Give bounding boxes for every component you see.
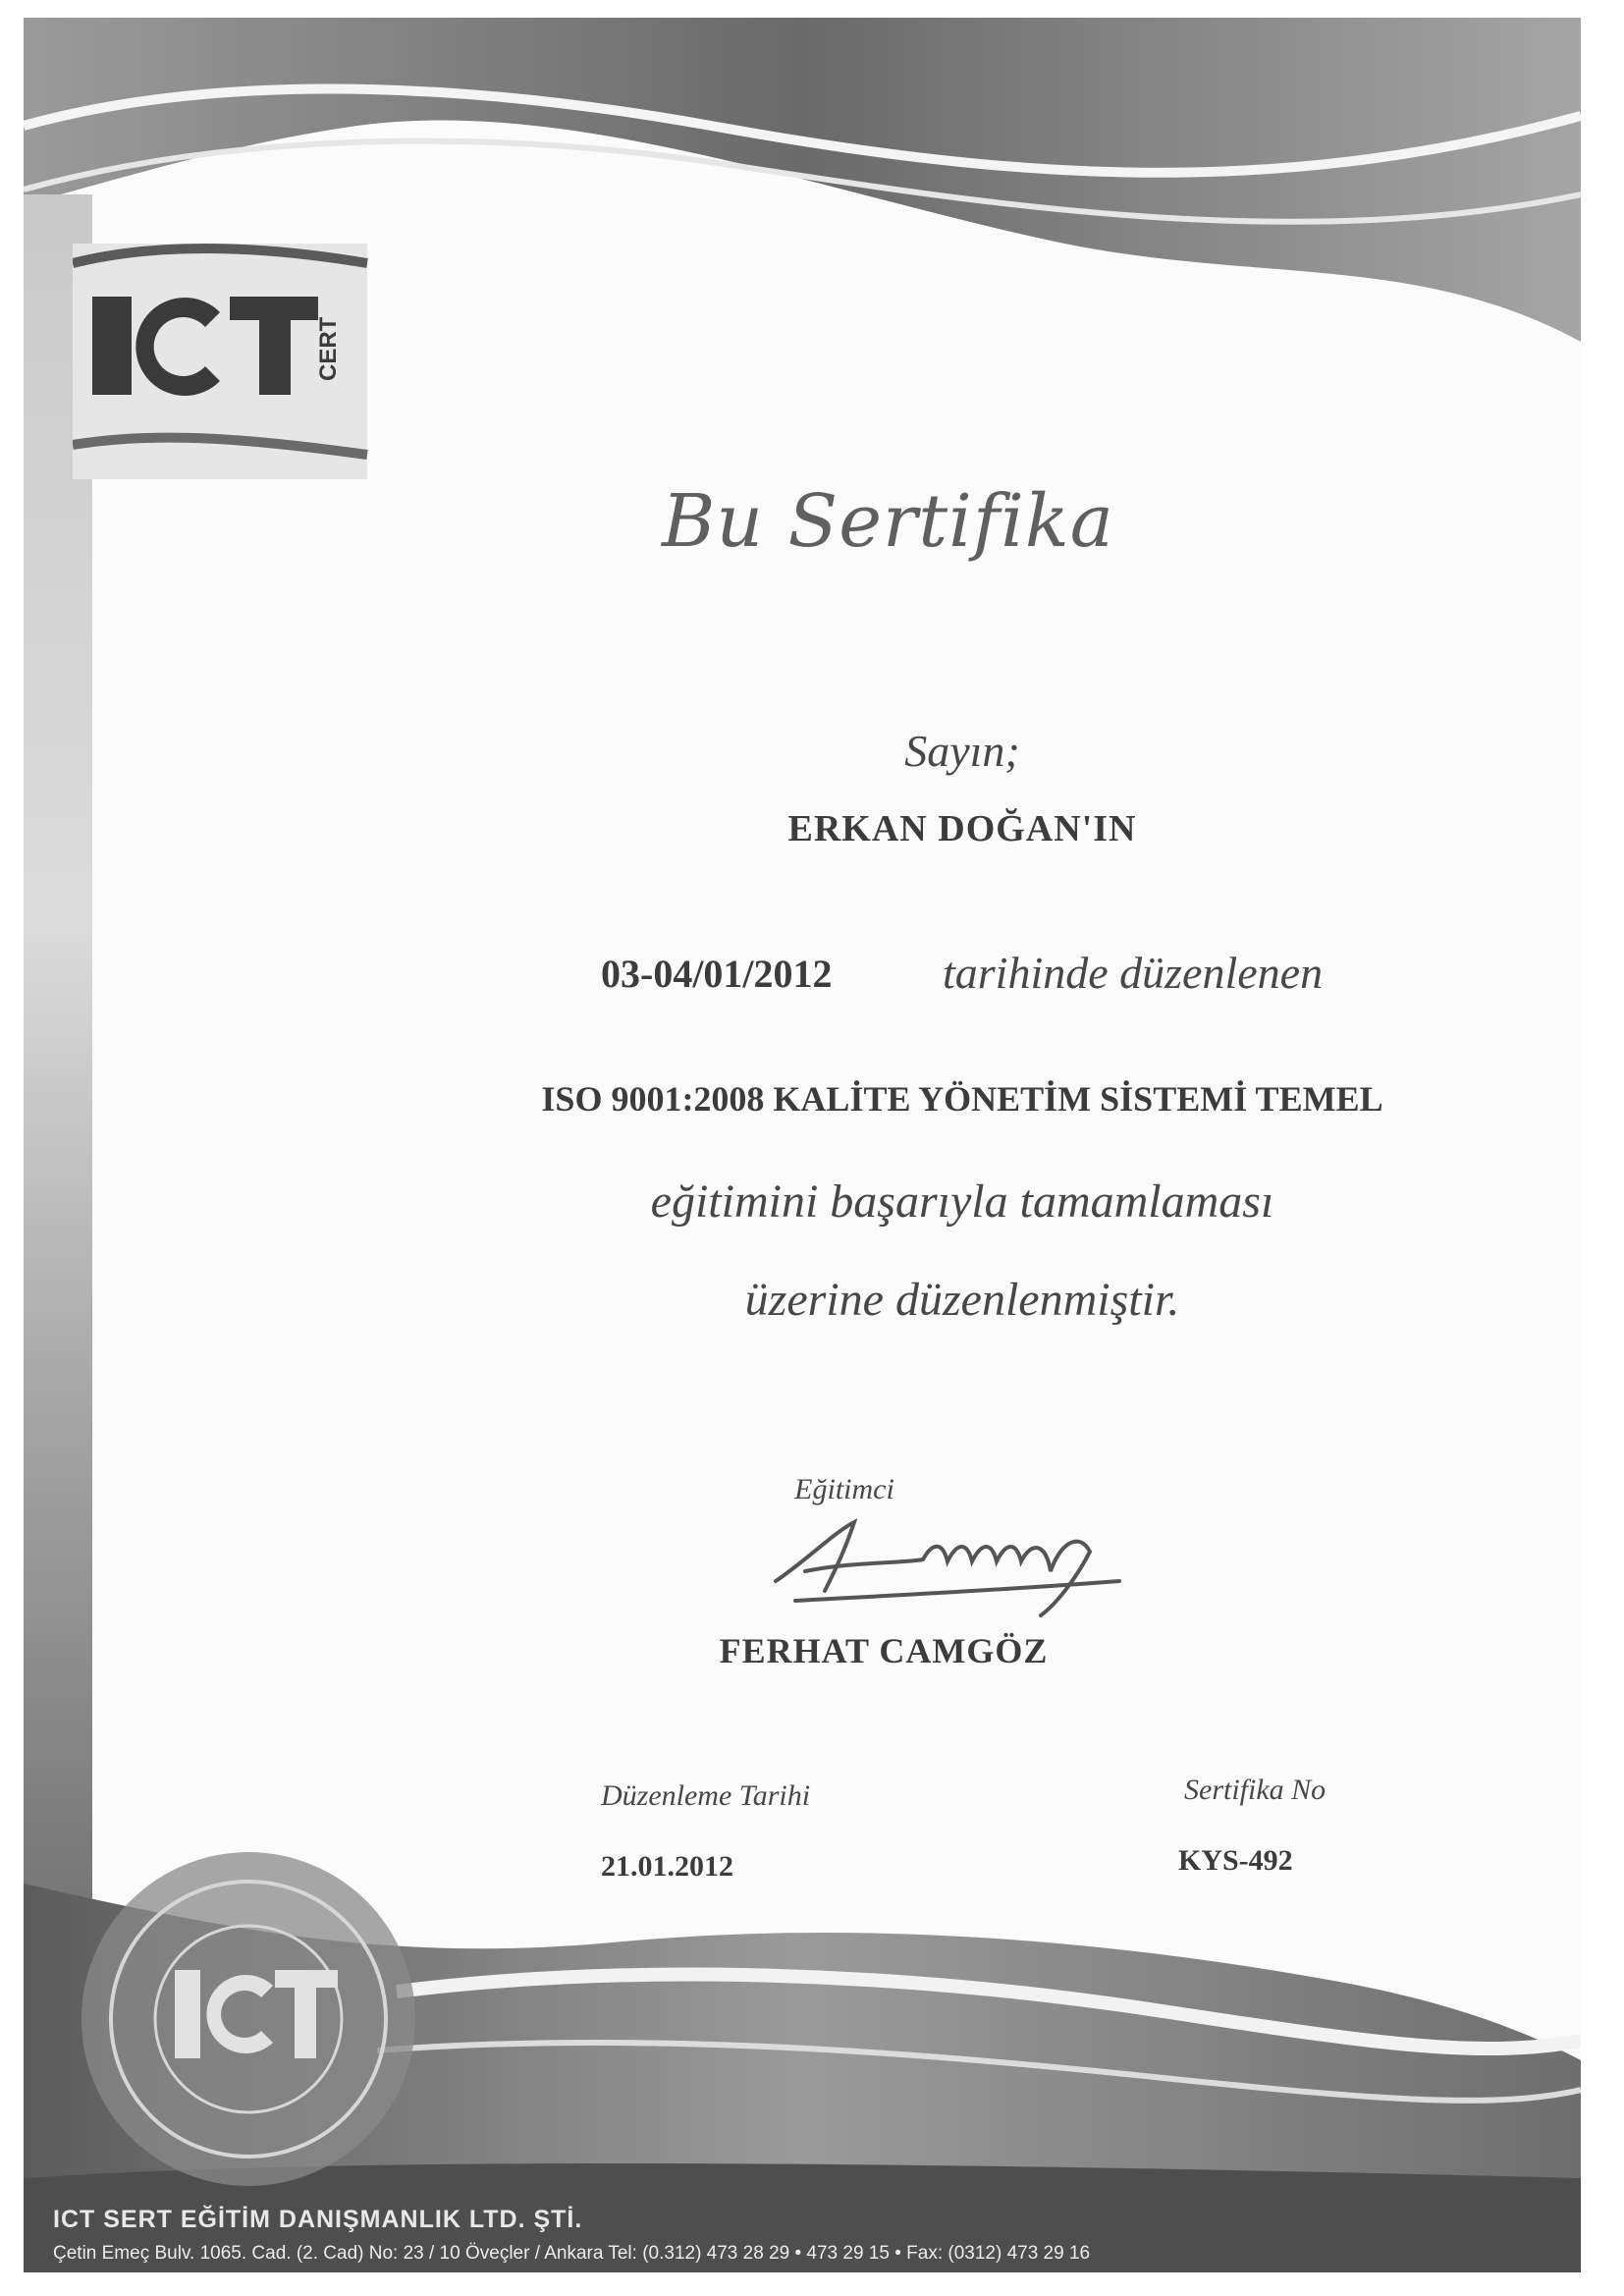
certificate-no: KYS-492 xyxy=(1178,1844,1293,1877)
completion-text-2: üzerine düzenlenmiştir. xyxy=(744,1274,1180,1326)
completion-text: eğitimini başarıyla tamamlaması xyxy=(650,1175,1274,1228)
company-seal xyxy=(67,1842,430,2196)
certificate-title: Bu Sertifika xyxy=(662,479,1114,564)
ict-cert-logo xyxy=(73,244,406,479)
certificate-sheet xyxy=(24,18,1581,2272)
training-date-suffix: tarihinde düzenlenen xyxy=(943,948,1324,998)
recipient-name: ERKAN DOĞAN'IN xyxy=(787,808,1137,849)
footer-company: ICT SERT EĞİTİM DANIŞMANLIK LTD. ŞTİ. xyxy=(53,2206,583,2233)
trainer-name: FERHAT CAMGÖZ xyxy=(719,1631,1049,1670)
issue-date: 21.01.2012 xyxy=(601,1850,733,1883)
certificate-no-label: Sertifika No xyxy=(1184,1774,1326,1806)
training-date-row xyxy=(0,948,1624,1010)
training-date: 03-04/01/2012 xyxy=(601,952,833,996)
issue-date-label: Düzenleme Tarihi xyxy=(601,1779,811,1812)
trainer-label: Eğitimci xyxy=(794,1473,894,1505)
logo-subtext: CERT xyxy=(315,316,342,381)
footer-address: Çetin Emeç Bulv. 1065. Cad. (2. Cad) No: 23 / 10 Öveçler / Ankara Tel: (0.312) 473 28 29 • 473 29 15 • Fax: (0312) 473 29 16 xyxy=(53,2243,1091,2264)
trainer-signature xyxy=(766,1503,1139,1630)
salutation: Sayın; xyxy=(904,726,1020,776)
course-name: ISO 9001:2008 KALİTE YÖNETİM SİSTEMİ TEMEL xyxy=(541,1079,1383,1119)
